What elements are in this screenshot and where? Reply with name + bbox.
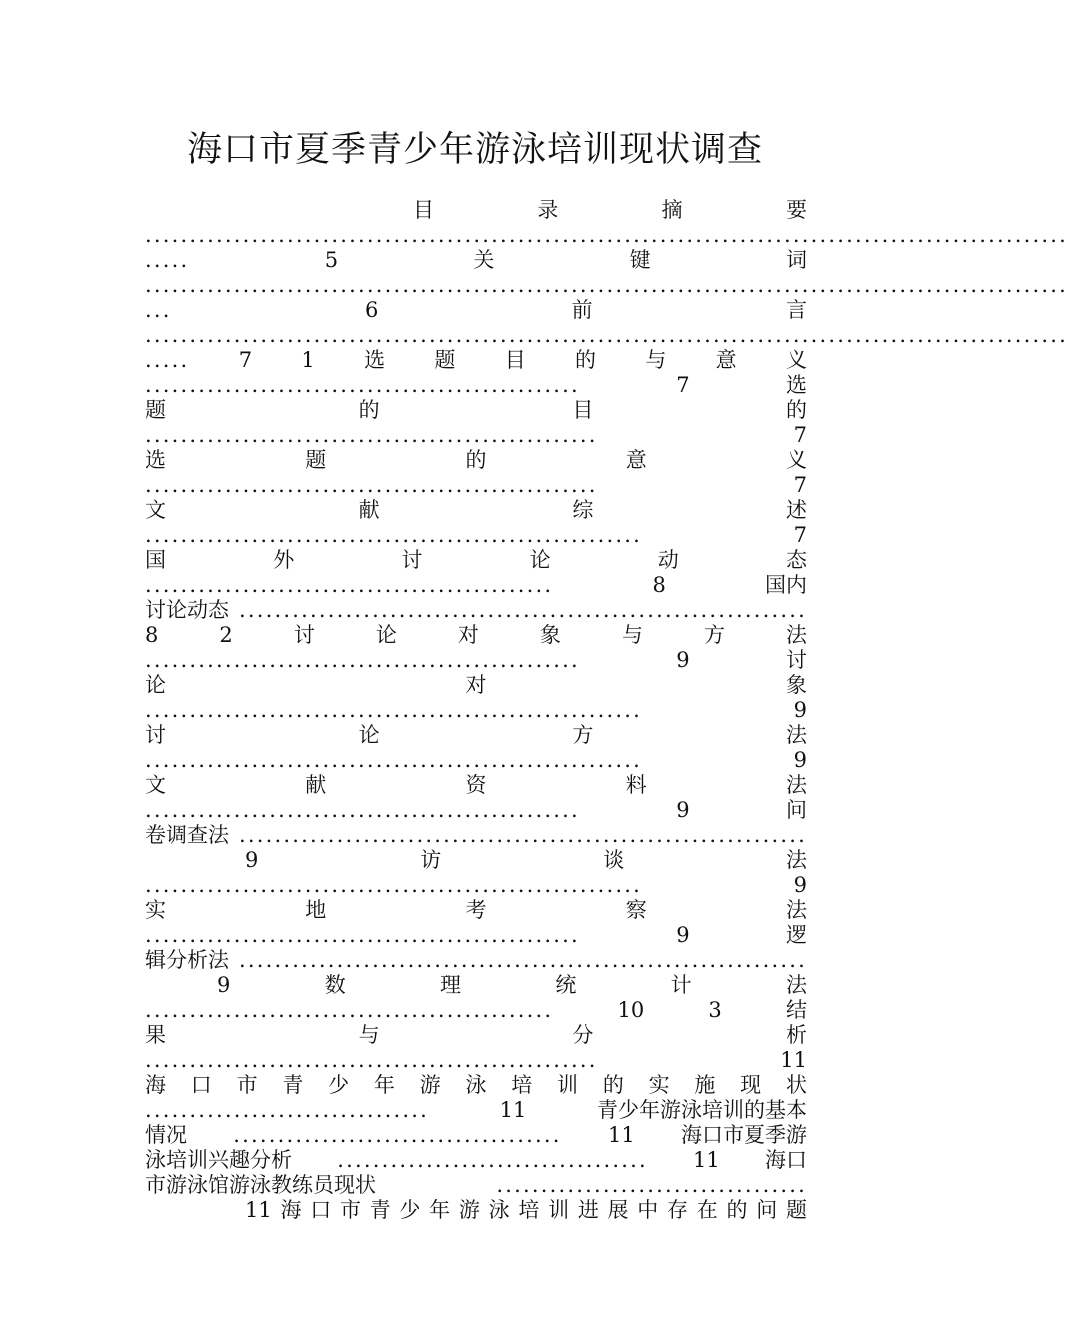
toc-text: 展: [607, 1198, 629, 1222]
toc-text: 市游泳馆游泳教练员现状: [145, 1173, 376, 1197]
toc-text: 9: [676, 648, 690, 672]
toc-text: 摘: [661, 198, 683, 222]
toc-text: 实: [648, 1073, 670, 1097]
toc-text: 述: [785, 498, 807, 522]
toc-leader-dots: ..............................................: [145, 998, 554, 1022]
toc-text: 存: [667, 1198, 689, 1222]
toc-text: 中: [637, 1198, 659, 1222]
toc-line: [145, 548, 807, 573]
toc-text: 海: [280, 1198, 302, 1222]
toc-line: [145, 623, 807, 648]
toc-text: 方: [572, 723, 594, 747]
toc-text: 讨: [145, 723, 166, 747]
toc-text: 法: [786, 848, 807, 872]
toc-text: 文: [145, 498, 166, 522]
toc-text: 意: [715, 348, 737, 372]
toc-text: 市: [339, 1198, 361, 1222]
toc-text: 辑分析法: [145, 948, 229, 972]
toc-text: 论: [358, 723, 380, 747]
toc-text: 国内: [764, 573, 807, 597]
toc-text: 口: [310, 1198, 332, 1222]
toc-text: 数: [324, 973, 346, 997]
toc-leader-dots: ........................................................................................................: [145, 223, 1068, 247]
toc-leader-dots: ........................................................: [145, 748, 643, 772]
toc-text: 结: [785, 998, 807, 1022]
toc-line: [145, 498, 807, 523]
toc-leader-dots: ................................................................: [238, 823, 807, 847]
toc-text: 讨论动态: [145, 598, 229, 622]
toc-text: 9: [793, 873, 807, 897]
toc-line: [145, 448, 807, 473]
toc-text: 青少年游泳培训的基本: [597, 1098, 807, 1122]
toc-text: 少: [399, 1198, 421, 1222]
document-title: 海口市夏季青少年游泳培训现状调查: [186, 130, 763, 170]
toc-leader-dots: ........................................................: [145, 873, 643, 897]
toc-text: 7: [793, 423, 807, 447]
toc-text: 1: [301, 348, 315, 372]
toc-text: 果: [145, 1023, 166, 1047]
toc-line: [145, 998, 807, 1023]
toc-text: 施: [694, 1073, 716, 1097]
toc-text: 游: [458, 1198, 480, 1222]
toc-line: [145, 1023, 807, 1048]
toc-text: 考: [465, 898, 487, 922]
toc-line: [145, 423, 807, 448]
toc-text: 培: [518, 1198, 540, 1222]
toc-leader-dots: ................................................................: [238, 948, 807, 972]
toc-text: 进: [577, 1198, 599, 1222]
toc-line: [145, 1173, 807, 1198]
toc-line: [145, 723, 807, 748]
toc-leader-dots: ...................................................: [145, 473, 598, 497]
toc-leader-dots: ...: [145, 298, 172, 322]
toc-text: 年: [373, 1073, 395, 1097]
toc-text: 目: [413, 198, 434, 222]
toc-text: 的: [358, 398, 380, 422]
toc-text: 计: [670, 973, 692, 997]
toc-line: [145, 373, 807, 398]
toc-text: 法: [786, 623, 807, 647]
toc-text: 象: [786, 673, 807, 697]
toc-text: 2: [219, 623, 233, 647]
toc-text: 法: [786, 773, 807, 797]
toc-text: 对: [457, 623, 479, 647]
toc-text: 年: [429, 1198, 451, 1222]
toc-text: 泳: [488, 1198, 510, 1222]
toc-line: [145, 873, 807, 898]
toc-text: 的: [575, 348, 597, 372]
toc-text: 9: [676, 798, 690, 822]
toc-text: 海口: [764, 1148, 807, 1172]
toc-line: [145, 1148, 807, 1173]
toc-text: 8: [145, 623, 159, 647]
toc-line: [145, 898, 807, 923]
toc-text: 录: [537, 198, 559, 222]
toc-text: 5: [324, 248, 339, 272]
toc-leader-dots: ........................................................................................................: [145, 323, 1068, 347]
toc-text: 11: [693, 1148, 720, 1172]
toc-text: 8: [652, 573, 666, 597]
toc-text: 方: [703, 623, 725, 647]
toc-text: 题: [785, 1198, 807, 1222]
toc-text: 谈: [603, 848, 625, 872]
toc-text: 目: [504, 348, 526, 372]
toc-text: 分: [572, 1023, 594, 1047]
toc-text: 少: [328, 1073, 350, 1097]
toc-text: 状: [785, 1073, 807, 1097]
toc-text: 论: [145, 673, 166, 697]
toc-line: [145, 948, 807, 973]
toc-leader-dots: .....................................: [233, 1123, 562, 1147]
toc-text: 泳: [465, 1073, 487, 1097]
toc-text: 义: [785, 348, 807, 372]
toc-text: 法: [785, 723, 807, 747]
toc-text: 的: [465, 448, 487, 472]
toc-text: 与: [621, 623, 643, 647]
toc-text: 论: [375, 623, 397, 647]
toc-text: 题: [434, 348, 456, 372]
toc-text: 11: [499, 1098, 527, 1122]
toc-line: [145, 523, 807, 548]
toc-line: [145, 1098, 807, 1123]
toc-text: 逻: [785, 923, 807, 947]
toc-text: 9: [793, 698, 807, 722]
toc-leader-dots: ................................................................: [238, 598, 807, 622]
toc-text: 10: [617, 998, 645, 1022]
toc-leader-dots: ...................................: [496, 1173, 807, 1197]
toc-line: [145, 823, 807, 848]
toc-text: 统: [555, 973, 577, 997]
toc-text: 题: [305, 448, 327, 472]
toc-text: 7: [238, 348, 253, 372]
toc-text: 7: [793, 473, 807, 497]
toc-line: [145, 323, 1068, 348]
toc-line: [145, 348, 807, 373]
toc-leader-dots: .................................................: [145, 648, 580, 672]
toc-text: 在: [696, 1198, 718, 1222]
toc-text: 理: [440, 973, 461, 997]
toc-text: 讨: [401, 548, 423, 572]
toc-text: 青: [282, 1073, 304, 1097]
toc-leader-dots: ................................: [145, 1098, 430, 1122]
toc-line: [145, 748, 807, 773]
toc-text: 口: [190, 1073, 212, 1097]
toc-text: 问: [756, 1198, 778, 1222]
toc-text: 卷调查法: [145, 823, 229, 847]
toc-text: 义: [786, 448, 807, 472]
toc-line: [145, 248, 807, 273]
toc-leader-dots: ...................................................: [145, 423, 598, 447]
toc-text: 培: [511, 1073, 533, 1097]
toc-leader-dots: ..............................................: [145, 573, 554, 597]
toc-text: 动: [657, 548, 679, 572]
toc-leader-dots: .................................................: [145, 923, 580, 947]
toc-text: 地: [305, 898, 327, 922]
toc-text: 问: [785, 798, 807, 822]
toc-text: 法: [786, 898, 807, 922]
toc-text: 游: [419, 1073, 441, 1097]
toc-text: 献: [358, 498, 380, 522]
toc-text: 对: [465, 673, 487, 697]
toc-text: 法: [785, 973, 807, 997]
toc-line: [145, 973, 807, 998]
toc-text: 料: [625, 773, 647, 797]
toc-text: 资: [465, 773, 487, 797]
toc-text: 与: [358, 1023, 380, 1047]
toc-leader-dots: .................................................: [145, 373, 580, 397]
toc-text: 与: [645, 348, 667, 372]
toc-line: [145, 923, 807, 948]
toc-line: [145, 398, 807, 423]
toc-text: 11: [780, 1048, 807, 1072]
toc-line: [145, 573, 807, 598]
toc-line: [145, 1073, 807, 1098]
toc-line: [145, 773, 807, 798]
toc-text: 外: [273, 548, 295, 572]
toc-text: 选: [145, 448, 166, 472]
toc-text: 献: [305, 773, 327, 797]
toc-text: 访: [420, 848, 442, 872]
toc-text: 6: [364, 298, 379, 322]
toc-line: [145, 298, 807, 323]
toc-text: 的: [602, 1073, 624, 1097]
toc-text: 键: [629, 248, 651, 272]
toc-text: 题: [145, 398, 166, 422]
toc-text: 训: [557, 1073, 579, 1097]
toc-text: 析: [785, 1023, 807, 1047]
toc-text: 要: [785, 198, 807, 222]
toc-text: 的: [785, 398, 807, 422]
toc-leader-dots: .................................................: [145, 798, 580, 822]
toc-text: 11: [245, 1198, 272, 1222]
toc-line: [145, 198, 807, 223]
toc-text: 象: [539, 623, 561, 647]
toc-leader-dots: ...................................: [337, 1148, 648, 1172]
toc-line: [145, 1123, 807, 1148]
toc-text: 的: [726, 1198, 748, 1222]
toc-text: 察: [625, 898, 647, 922]
toc-text: 选: [785, 373, 807, 397]
toc-text: 国: [145, 548, 166, 572]
toc-text: 文: [145, 773, 166, 797]
toc-leader-dots: ........................................................: [145, 523, 643, 547]
toc-text: 态: [785, 548, 807, 572]
toc-text: 泳培训兴趣分析: [145, 1148, 292, 1172]
toc-text: 青: [369, 1198, 391, 1222]
toc-leader-dots: ...................................................: [145, 1048, 598, 1072]
toc-text: 海口市夏季游: [680, 1123, 807, 1147]
toc-text: 言: [786, 298, 807, 322]
toc-text: 9: [676, 923, 690, 947]
toc-text: 海: [145, 1073, 166, 1097]
toc-text: 7: [793, 523, 807, 547]
toc-text: 11: [607, 1123, 635, 1147]
toc-line: [145, 798, 807, 823]
toc-leader-dots: ........................................................................................................: [145, 273, 1068, 297]
toc-text: 市: [236, 1073, 258, 1097]
toc-text: 9: [217, 973, 231, 997]
toc-text: 情况: [145, 1123, 187, 1147]
toc-text: 综: [572, 498, 594, 522]
toc-text: 7: [676, 373, 690, 397]
toc-text: 论: [529, 548, 551, 572]
toc-leader-dots: .....: [145, 348, 190, 372]
toc-text: 现: [740, 1073, 762, 1097]
table-of-contents: [145, 198, 1068, 1223]
toc-line: [145, 1048, 807, 1073]
toc-text: 9: [245, 848, 259, 872]
toc-text: 目: [572, 398, 594, 422]
toc-line: [145, 848, 807, 873]
toc-line: [145, 673, 807, 698]
toc-text: 前: [571, 298, 593, 322]
toc-text: 9: [793, 748, 807, 772]
toc-text: 训: [548, 1198, 570, 1222]
toc-leader-dots: .....: [145, 248, 190, 272]
toc-line: [145, 223, 1068, 248]
toc-text: 选: [364, 348, 386, 372]
toc-line: [145, 273, 1068, 298]
toc-text: 3: [708, 998, 722, 1022]
toc-text: 词: [785, 248, 807, 272]
toc-line: [145, 598, 807, 623]
toc-text: 讨: [785, 648, 807, 672]
toc-text: 关: [473, 248, 495, 272]
toc-line: [145, 473, 807, 498]
toc-line: [145, 698, 807, 723]
toc-text: 讨: [293, 623, 315, 647]
toc-text: 意: [625, 448, 647, 472]
toc-text: 实: [145, 898, 166, 922]
toc-leader-dots: ........................................................: [145, 698, 643, 722]
toc-line: [145, 1198, 807, 1223]
toc-line: [145, 648, 807, 673]
